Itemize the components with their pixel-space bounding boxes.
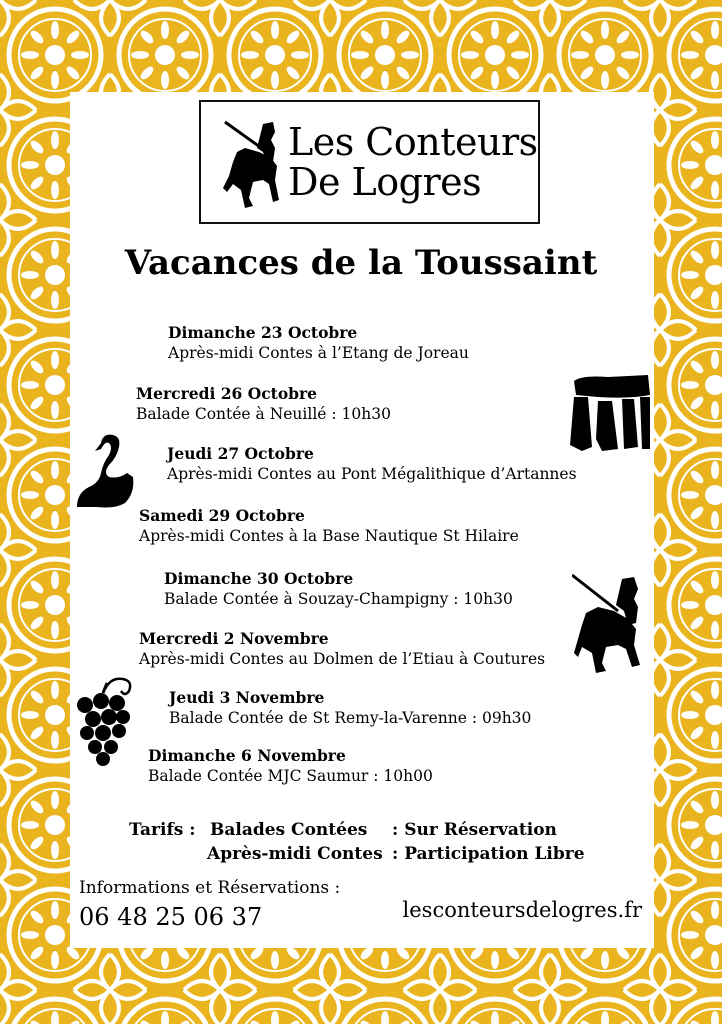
event-item <box>139 506 519 546</box>
event-description: Balade Contée à Souzay-Champigny : 10h30 <box>164 590 513 608</box>
tarifs-label: Tarifs : <box>129 820 196 840</box>
website-link[interactable]: lesconteursdelogres.fr <box>402 898 642 922</box>
phone-number: 06 48 25 06 37 <box>79 903 263 931</box>
tarifs-row2-left: Après-midi Contes <box>207 844 383 864</box>
event-item <box>169 688 531 728</box>
logo-title-line2: De Logres <box>288 160 482 204</box>
event-item <box>136 384 391 424</box>
event-item <box>148 746 433 786</box>
event-date: Mercredi 26 Octobre <box>136 384 318 403</box>
grapes-icon <box>75 675 137 767</box>
event-date: Dimanche 6 Novembre <box>148 746 346 765</box>
event-description: Balade Contée à Neuillé : 10h30 <box>136 405 391 423</box>
event-date: Samedi 29 Octobre <box>139 506 305 525</box>
logo-title-line1: Les Conteurs <box>288 120 538 164</box>
tarifs-row2-right: : Participation Libre <box>392 844 585 864</box>
event-description: Après-midi Contes à l’Etang de Joreau <box>168 344 469 362</box>
event-item <box>167 444 577 484</box>
event-date: Dimanche 23 Octobre <box>168 323 358 342</box>
knight-horse-icon <box>223 118 285 210</box>
event-date: Jeudi 27 Octobre <box>167 444 314 463</box>
event-date: Jeudi 3 Novembre <box>169 688 325 707</box>
logo-box <box>199 100 540 224</box>
page-title: Vacances de la Toussaint <box>124 243 598 283</box>
tarifs-row1-right: : Sur Réservation <box>392 820 557 840</box>
event-description: Après-midi Contes au Dolmen de l’Etiau à Coutures <box>139 650 546 668</box>
event-item <box>139 629 545 669</box>
event-description: Après-midi Contes à la Base Nautique St Hilaire <box>139 527 519 545</box>
contact-label: Informations et Réservations : <box>79 878 341 898</box>
knight-horse-icon <box>572 573 642 673</box>
tarifs-row1-left: Balades Contées <box>210 820 368 840</box>
event-date: Dimanche 30 Octobre <box>164 569 354 588</box>
event-item <box>168 323 469 363</box>
event-description: Balade Contée de St Remy-la-Varenne : 09h30 <box>169 709 532 727</box>
event-date: Mercredi 2 Novembre <box>139 629 329 648</box>
event-description: Après-midi Contes au Pont Mégalithique d’Artannes <box>167 465 577 483</box>
event-description: Balade Contée MJC Saumur : 10h00 <box>148 767 433 785</box>
event-item <box>164 569 513 609</box>
swan-icon <box>75 433 137 509</box>
dolmen-icon <box>568 373 650 453</box>
